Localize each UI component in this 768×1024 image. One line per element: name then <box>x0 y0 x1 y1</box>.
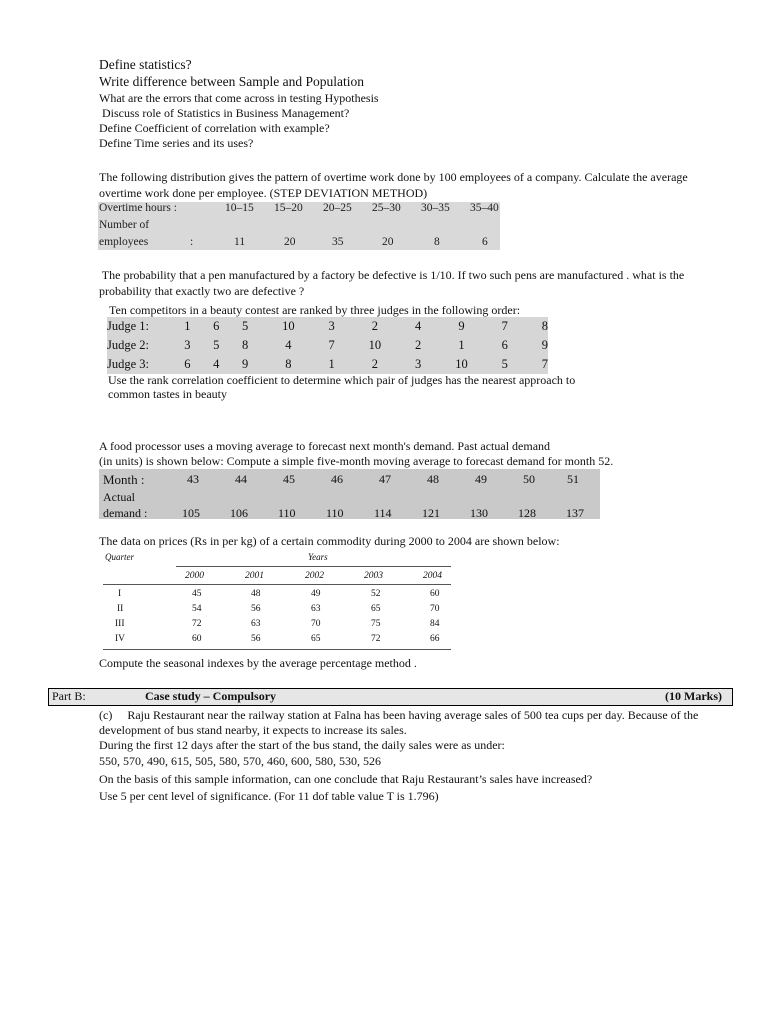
price-cell: 65 <box>371 604 381 614</box>
rank-cell: 5 <box>241 319 249 333</box>
demand-cell: 137 <box>566 506 584 520</box>
overtime-intro-line2: overtime work done per employee. (STEP DEVIATION METHOD) <box>99 186 428 200</box>
header-divider <box>176 566 451 567</box>
prices-table <box>103 549 451 651</box>
employees-cell: 6 <box>482 236 488 248</box>
employees-label-b: employees <box>99 236 149 248</box>
year-header: 2002 <box>305 571 324 581</box>
quarter-header: Quarter <box>105 552 134 562</box>
month-cell: 46 <box>331 472 343 486</box>
rank-cell: 8 <box>541 319 548 333</box>
rank-cell: 3 <box>328 319 335 333</box>
table-bottom-divider <box>103 649 451 650</box>
rank-cell: 1 <box>184 319 191 333</box>
price-cell: 52 <box>371 589 381 599</box>
rank-cell: 10 <box>282 319 295 333</box>
rank-cell: 8 <box>241 338 249 352</box>
question-role-statistics: Discuss role of Statistics in Business Management? <box>99 106 350 120</box>
moving-average-line2: (in units) is shown below: Compute a simple five-month moving average to forecast demand for month 52. <box>99 454 614 468</box>
price-cell: 49 <box>311 589 321 599</box>
question-time-series: Define Time series and its uses? <box>99 136 254 150</box>
case-study-line1: (c) Raju Restaurant near the railway station at Falna has been having average sales of 500 tea cups per day. Because of the <box>99 708 699 722</box>
year-header: 2003 <box>364 571 383 581</box>
overtime-table <box>98 202 500 250</box>
header-bottom-divider <box>103 584 451 585</box>
rank-cell: 8 <box>285 357 292 371</box>
year-header: 2001 <box>245 571 264 581</box>
rank-cell: 4 <box>213 357 220 371</box>
moving-average-line1: A food processor uses a moving average to forecast next month's demand. Past actual demand <box>99 439 551 453</box>
rank-cell: 6 <box>213 319 220 333</box>
price-cell: 63 <box>311 604 321 614</box>
prices-outro: Compute the seasonal indexes by the average percentage method . <box>99 656 417 670</box>
price-cell: 54 <box>192 604 202 614</box>
month-cell: 44 <box>235 472 247 486</box>
employees-cell: 11 <box>234 236 246 248</box>
case-study-line6: Use 5 per cent level of significance. (For 11 dof table value T is 1.796) <box>99 789 439 803</box>
rank-cell: 3 <box>415 357 422 371</box>
month-cell: 43 <box>187 472 199 486</box>
month-cell: 49 <box>475 472 487 486</box>
demand-label: demand : <box>103 506 148 520</box>
judges-table <box>107 317 548 374</box>
demand-cell: 110 <box>326 506 344 520</box>
employees-cell: 20 <box>382 236 394 248</box>
demand-cell: 105 <box>182 506 200 520</box>
month-cell: 45 <box>283 472 295 486</box>
judges-outro-line1: Use the rank correlation coefficient to determine which pair of judges has the nearest approach to <box>108 373 576 387</box>
rank-cell: 5 <box>501 357 508 371</box>
judge-row <box>107 336 548 355</box>
rank-cell: 9 <box>541 338 548 352</box>
price-cell: 75 <box>371 619 381 629</box>
hours-cell: 25–30 <box>372 202 401 214</box>
month-label: Month : <box>103 472 145 487</box>
judge-label: Judge 1: <box>107 319 150 333</box>
demand-cell: 110 <box>278 506 296 520</box>
hours-cell: 15–20 <box>274 202 303 214</box>
price-cell: 60 <box>192 634 202 644</box>
judges-intro: Ten competitors in a beauty contest are ranked by three judges in the following order: <box>109 303 521 317</box>
quarter-cell: II <box>117 604 124 614</box>
rank-cell: 10 <box>368 338 382 352</box>
demand-table <box>99 469 600 519</box>
judge-label: Judge 2: <box>107 338 150 352</box>
rank-cell: 4 <box>415 319 422 333</box>
price-cell: 56 <box>251 604 261 614</box>
quarter-cell: IV <box>115 634 126 644</box>
employees-label-a: Number of <box>99 219 150 231</box>
price-cell: 70 <box>311 619 321 629</box>
prices-intro: The data on prices (Rs in per kg) of a certain commodity during 2000 to 2004 are shown below: <box>99 534 560 548</box>
price-cell: 56 <box>251 634 261 644</box>
employees-cell: 35 <box>332 236 344 248</box>
demand-cell: 121 <box>422 506 440 520</box>
price-cell: 72 <box>192 619 202 629</box>
rank-cell: 1 <box>328 357 335 371</box>
probability-line1: The probability that a pen manufactured by a factory be defective is 1/10. If two such pens are manufactured . what is the <box>99 268 685 282</box>
rank-cell: 9 <box>241 357 249 371</box>
rank-cell: 6 <box>501 338 508 352</box>
judge-label: Judge 3: <box>107 357 150 371</box>
month-cell: 47 <box>379 472 391 486</box>
hours-cell: 30–35 <box>421 202 450 214</box>
year-header: 2000 <box>185 571 204 581</box>
price-cell: 60 <box>430 589 440 599</box>
case-study-sales-data: 550, 570, 490, 615, 505, 580, 570, 460, 600, 580, 530, 526 <box>99 754 381 768</box>
part-b-marks: (10 Marks) <box>665 689 722 703</box>
rank-cell: 7 <box>541 357 548 371</box>
price-cell: 48 <box>251 589 261 599</box>
rank-cell: 2 <box>415 338 422 352</box>
part-b-title: Case study – Compulsory <box>145 689 277 703</box>
price-cell: 45 <box>192 589 202 599</box>
question-correlation: Define Coefficient of correlation with example? <box>99 121 330 135</box>
quarter-cell: III <box>115 619 125 629</box>
price-cell: 65 <box>311 634 321 644</box>
overtime-intro-line1: The following distribution gives the pattern of overtime work done by 100 employees of a company. Calculate the average <box>99 170 688 184</box>
question-errors-hypothesis: What are the errors that come across in testing Hypothesis <box>99 91 379 105</box>
month-cell: 50 <box>523 472 535 486</box>
rank-cell: 2 <box>371 357 379 371</box>
price-cell: 84 <box>430 619 440 629</box>
hours-cell: 10–15 <box>225 202 254 214</box>
hours-cell: 35–40 <box>470 202 499 214</box>
hours-cell: 20–25 <box>323 202 352 214</box>
rank-cell: 4 <box>285 338 292 352</box>
demand-cell: 128 <box>518 506 536 520</box>
rank-cell: 7 <box>501 319 508 333</box>
rank-cell: 9 <box>458 319 465 333</box>
price-cell: 66 <box>430 634 440 644</box>
question-define-statistics: Define statistics? <box>99 57 192 72</box>
demand-cell: 114 <box>374 506 392 520</box>
overtime-hours-label: Overtime hours : <box>99 202 177 214</box>
demand-cell: 106 <box>230 506 248 520</box>
judges-outro-line2: common tastes in beauty <box>108 387 227 401</box>
part-b-label: Part B: <box>52 689 86 703</box>
rank-cell: 2 <box>371 319 379 333</box>
years-header: Years <box>308 552 328 562</box>
judge-row <box>107 355 548 374</box>
actual-label: Actual <box>103 490 135 504</box>
probability-line2: probability that exactly two are defective ? <box>99 284 305 298</box>
rank-cell: 1 <box>458 338 465 352</box>
judge-row <box>107 317 548 336</box>
employees-cell: 20 <box>284 236 296 248</box>
employees-colon: : <box>190 236 194 248</box>
question-sample-population: Write difference between Sample and Population <box>99 74 364 89</box>
year-header: 2004 <box>423 571 442 581</box>
case-study-line3: During the first 12 days after the start of the bus stand, the daily sales were as under: <box>99 738 505 752</box>
quarter-cell: I <box>118 589 122 599</box>
month-cell: 48 <box>427 472 439 486</box>
rank-cell: 7 <box>328 338 335 352</box>
rank-cell: 6 <box>184 357 191 371</box>
employees-cell: 8 <box>434 236 440 248</box>
price-cell: 70 <box>430 604 440 614</box>
rank-cell: 10 <box>455 357 468 371</box>
rank-cell: 3 <box>184 338 191 352</box>
case-study-line5: On the basis of this sample information, can one conclude that Raju Restaurant’s sales have increased? <box>99 772 593 786</box>
part-b-header <box>48 688 733 706</box>
demand-cell: 130 <box>470 506 488 520</box>
month-cell: 51 <box>567 472 579 486</box>
case-study-line2: development of bus stand nearby, it expects to increase its sales. <box>99 723 407 737</box>
price-cell: 72 <box>371 634 381 644</box>
price-cell: 63 <box>251 619 261 629</box>
rank-cell: 5 <box>213 338 220 352</box>
